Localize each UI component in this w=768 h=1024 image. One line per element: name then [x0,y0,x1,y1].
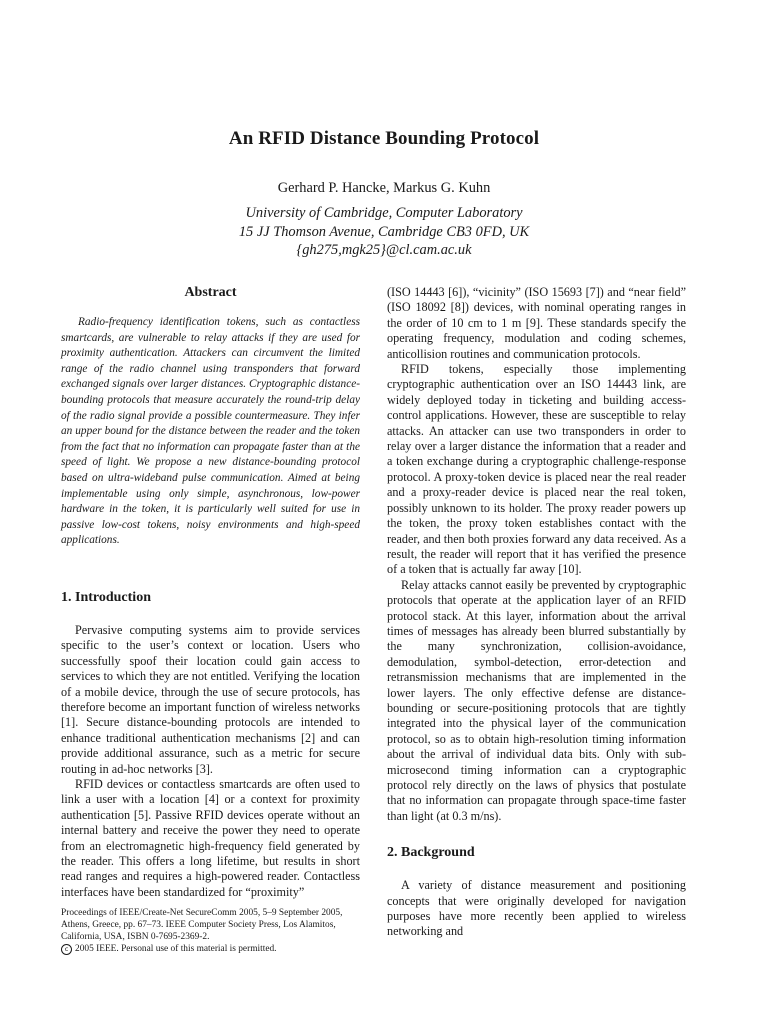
author-affiliation [0,204,768,260]
abstract-heading: Abstract [184,285,237,300]
affiliation-email: {gh275,mgk25}@cl.cam.ac.uk [296,242,472,258]
section-heading-introduction: 1. Introduction [61,589,151,605]
paper-title: An RFID Distance Bounding Protocol [228,128,540,149]
left-column [61,285,360,900]
background-paragraph-1: A variety of distance measurement and positioning concepts that were originally developed for navigation purposes have more recently been applied to wireless networking and [387,878,686,939]
introduction-continued-paragraph-1: (ISO 14443 [6]), “vicinity” (ISO 15693 [7]) and “near field” (ISO 18092 [8]) devices, with nominal operating ranges in the order of 10 cm to 1 m [9]. These standards specify the operating frequency, modulation and coding schemes, anticollision routines and communication protocols. [387,285,686,361]
copyright-icon: c [61,944,72,955]
abstract-text: Radio-frequency identification tokens, such as contactless smartcards, are vulnerable to relay attacks if they are used for proximity authentication. Attackers can circumvent the limited range of the radio channel using transponders that forward exchanged signals over larger distances. Cryptographic distance-bounding protocols that measure accurately the round-trip delay of the radio signal provide a possible countermeasure. They infer an upper bound for the distance between the reader and the token from the fact that no information can propagate faster than at the speed of light. We propose a new distance-bounding protocol based on ultra-wideband pulse communication. Aimed at being implementable using only simple, asynchronous, low-power hardware in the token, it is particularly well suited for use in passive low-cost tokens, noisy environments and high-speed applications. [61,316,360,547]
publication-footnote [61,907,360,955]
footnote-proceedings: Proceedings of IEEE/Create-Net SecureComm 2005, 5–9 September 2005, Athens, Greece, pp. 67–73. IEEE Computer Society Press, Los Alamitos, California, USA, ISBN 0-7695-2369-2. [61,908,343,942]
introduction-paragraph-2: RFID devices or contactless smartcards are often used to link a user with a location [4] or a context for proximity authentication [5]. Passive RFID devices operate without an internal battery and receive the power they need to operate from an electromagnetic high-frequency field generated by the reader. This offers a long lifetime, but results in short read ranges and requires a high-powered reader. Contactless interfaces have been standardized for “proximity” [61,776,360,899]
paper-authors: Gerhard P. Hancke, Markus G. Kuhn [277,180,491,196]
affiliation-institution: University of Cambridge, Computer Laboratory [245,205,523,221]
introduction-continued-paragraph-3: Relay attacks cannot easily be prevented by cryptographic protocols that operate at the application layer of an RFID protocol stack. At this layer, information about the arrival times of messages has already been blurred substantially by the many synchronization, collision-avoidance, demodulation, symbol-detection, error-detection and retransmission mechanisms that are implemented in the lower layers. The only effective defense are distance-bounding or secure-positioning protocols that are tightly integrated into the physical layer of the communication protocol, so as to obtain high-resolution timing information about the arrival of individual data bits. Only with sub-microsecond timing information can a cryptographic protocol rely directly on the laws of physics that postulate that no information can propagate through space-time faster than light (at 0.3 m/ns). [387,577,686,823]
introduction-paragraph-1: Pervasive computing systems aim to provide services specific to the user’s context or location. Users who successfully spoof their location could gain access to services to which they are not entitled. Verifying the location of a mobile device, through the use of secure protocols, has therefore become an important function of wireless networks [1]. Secure distance-bounding protocols are intended to enhance traditional authentication mechanisms [2] and can provide additional assurance, such as a metric for secure routing in ad-hoc networks [3]. [61,622,360,776]
introduction-continued-paragraph-2: RFID tokens, especially those implementing cryptographic authentication over an ISO 14443 link, are widely deployed today in ticketing and building access-control applications. However, these are susceptible to relay attacks. An attacker can use two transponders in order to relay over a larger distance the information that a reader and a token exchange during a cryptographic challenge-response protocol. A proxy-token device is placed near the real reader and a proxy-reader device is placed near the real token, possibly unknown to its holder. The proxy reader powers up the token, the proxy token establishes contact with the reader, and then both proxies forward any data received. As a result, the reader will report that it has verified the presence of a token that is actually far away [10]. [387,362,686,577]
section-heading-background: 2. Background [387,845,475,861]
footnote-copyright [61,943,360,955]
affiliation-address: 15 JJ Thomson Avenue, Cambridge CB3 0FD, UK [238,223,530,240]
footnote-copyright-text: 2005 IEEE. Personal use of this material is permitted. [75,944,277,954]
right-column [387,285,686,940]
